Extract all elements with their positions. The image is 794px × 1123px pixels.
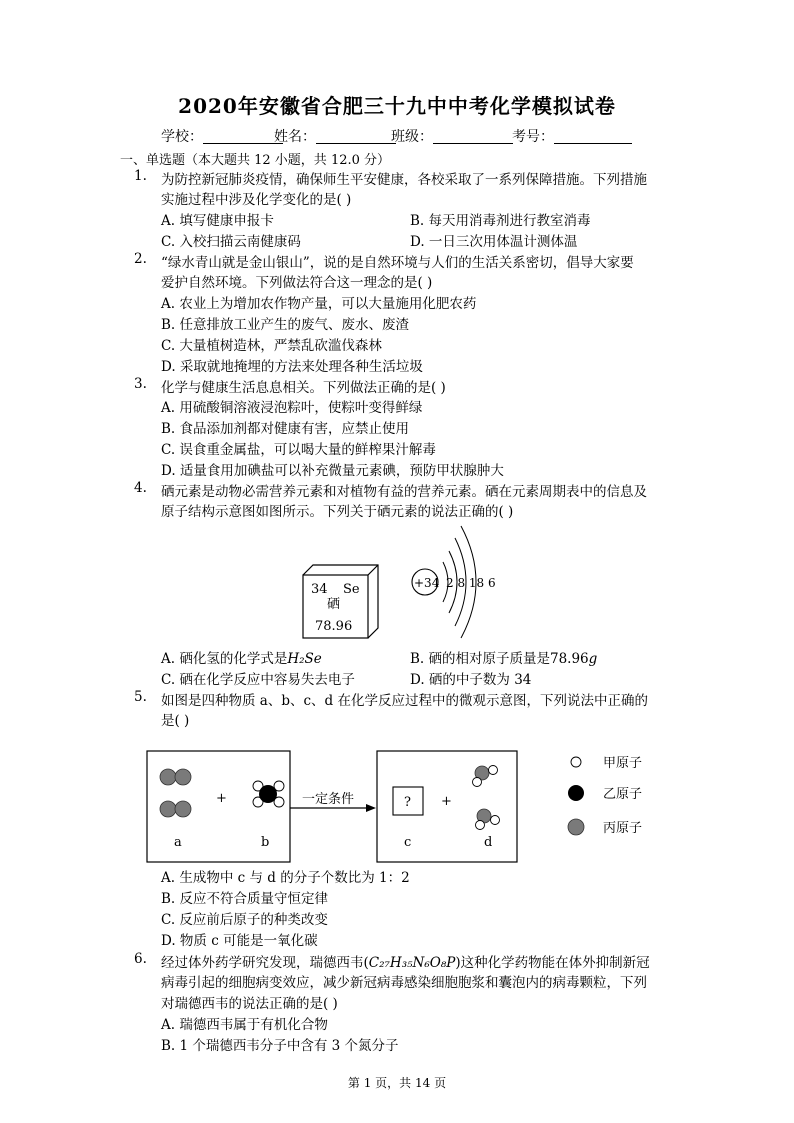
q2-number: 2.: [134, 251, 147, 267]
school-field[interactable]: [161, 126, 283, 146]
nucleus-charge: +34: [414, 576, 440, 590]
q4-stem-line1: 硒元素是动物必需营养元素和对植物有益的营养元素。硒在元素周期表中的信息及: [161, 484, 647, 500]
exam-no-label: 考号：: [512, 129, 554, 145]
q2-option-c[interactable]: C. 大量植树造林，严禁乱砍滥伐森林: [161, 338, 382, 354]
q4-stem-line2: 原子结构示意图如图所示。下列关于硒元素的说法正确的( ): [161, 504, 514, 520]
q3-option-a[interactable]: A. 用硫酸铜溶液浸泡粽叶，使粽叶变得鲜绿: [161, 400, 423, 416]
molecule-d-2: [476, 809, 500, 830]
reaction-condition: 一定条件: [302, 792, 355, 807]
q6-stem-pre: 经过体外药学研究发现，瑞德西韦(: [161, 955, 369, 971]
q5-stem-line2: 是( ): [161, 713, 190, 729]
q1-option-d[interactable]: D. 一日三次用体温计测体温: [410, 234, 578, 250]
legend-bing-label: 丙原子: [603, 821, 643, 836]
name-label: 姓名：: [274, 129, 316, 145]
element-symbol: Se: [343, 582, 360, 597]
legend-bing-swatch: [568, 819, 584, 835]
q6-stem-line2: 病毒引起的细胞病变效应，减少新冠病毒感染细胞胞浆和囊泡内的病毒颗粒，下列: [161, 975, 647, 991]
exam-no-field[interactable]: [512, 126, 632, 146]
q4-option-a-text: A. 硒化氢的化学式是: [161, 651, 288, 667]
q1-stem-line2: 实施过程中涉及化学变化的是( ): [161, 192, 352, 208]
q6-option-a[interactable]: A. 瑞德西韦属于有机化合物: [161, 1017, 328, 1033]
q6-stem-line3: 对瑞德西韦的说法正确的是( ): [161, 996, 338, 1012]
reaction-diagram: [140, 745, 670, 867]
q5-option-d[interactable]: D. 物质 c 可能是一氧化碳: [161, 933, 318, 949]
q2-option-d[interactable]: D. 采取就地掩埋的方法来处理各种生活垃圾: [161, 359, 423, 375]
element-name: 硒: [327, 597, 341, 612]
q1-option-c[interactable]: C. 入校扫描云南健康码: [161, 234, 301, 250]
q2-option-a[interactable]: A. 农业上为增加农作物产量，可以大量施用化肥农药: [161, 296, 477, 312]
q6-stem-post: )这种化学药物能在体外抑制新冠: [455, 955, 650, 971]
page-footer: 第 1 页，共 14 页: [347, 1076, 447, 1090]
section-heading: 一、单选题（本大题共 12 小题，共 12.0 分）: [120, 153, 391, 168]
q2-option-b[interactable]: B. 任意排放工业产生的废气、废水、废渣: [161, 317, 410, 333]
q4-option-b[interactable]: [410, 647, 597, 667]
q2-stem-line1: “绿水青山就是金山银山”，说的是自然环境与人们的生活关系密切，倡导大家要: [161, 255, 634, 271]
plus-sign-2: +: [441, 794, 452, 809]
q3-option-d[interactable]: D. 适量食用加碘盐可以补充微量元素碘，预防甲状腺肿大: [161, 463, 504, 479]
periodic-table-cell: [303, 565, 378, 638]
label-b: b: [261, 835, 270, 850]
electron-shells: 2 8 18 6: [446, 576, 496, 590]
page-title: 2020年安徽省合肥三十九中中考化学模拟试卷: [178, 94, 616, 118]
legend-jia-swatch: [571, 757, 581, 767]
class-label: 班级：: [391, 129, 433, 145]
class-field[interactable]: [391, 126, 513, 146]
label-c: c: [404, 835, 412, 850]
name-blank[interactable]: [316, 129, 396, 144]
q1-option-b[interactable]: B. 每天用消毒剂进行教室消毒: [410, 213, 591, 229]
label-d: d: [484, 835, 493, 850]
q5-number: 5.: [134, 689, 147, 705]
school-label: 学校：: [161, 129, 203, 145]
legend: [568, 756, 642, 836]
q4-option-b-text: B. 硒的相对原子质量是78.96: [410, 651, 589, 667]
q5-option-c[interactable]: C. 反应前后原子的种类改变: [161, 912, 328, 928]
q4-option-a-formula: H₂Se: [287, 651, 322, 667]
name-field[interactable]: [274, 126, 396, 146]
q6-formula: C₂₇H₃₅N₆O₈P: [368, 955, 456, 971]
q1-number: 1.: [134, 168, 147, 184]
q3-stem: 化学与健康生活息息相关。下列做法正确的是( ): [161, 380, 446, 396]
q4-option-a[interactable]: [161, 647, 322, 667]
q4-option-d[interactable]: D. 硒的中子数为 34: [410, 672, 532, 688]
atomic-number: 34: [311, 582, 328, 597]
legend-jia-label: 甲原子: [603, 756, 643, 771]
q6-number: 6.: [134, 951, 147, 967]
school-blank[interactable]: [203, 129, 283, 144]
label-a: a: [174, 835, 182, 850]
atomic-mass: 78.96: [315, 619, 353, 634]
q1-option-a[interactable]: A. 填写健康申报卡: [161, 213, 274, 229]
atomic-structure-diagram: [412, 526, 496, 638]
q3-option-b[interactable]: B. 食品添加剂都对健康有害，应禁止使用: [161, 421, 410, 437]
molecule-a: [160, 769, 191, 817]
selenium-figure: [295, 518, 505, 643]
q3-number: 3.: [134, 376, 147, 392]
q6-stem-line1: [161, 951, 650, 971]
q4-option-b-unit: g: [588, 651, 598, 667]
exam-no-blank[interactable]: [554, 129, 632, 144]
legend-yi-label: 乙原子: [603, 787, 643, 802]
q6-option-b[interactable]: B. 1 个瑞德西韦分子中含有 3 个氮分子: [161, 1038, 399, 1054]
class-blank[interactable]: [433, 129, 513, 144]
molecule-b: [253, 781, 284, 807]
q5-option-a[interactable]: A. 生成物中 c 与 d 的分子个数比为 1：2: [161, 870, 410, 886]
legend-yi-swatch: [568, 785, 584, 801]
q2-stem-line2: 爱护自然环境。下列做法符合这一理念的是( ): [161, 275, 433, 291]
q3-option-c[interactable]: C. 误食重金属盐，可以喝大量的鲜榨果汁解毒: [161, 442, 436, 458]
molecule-d-1: [473, 766, 498, 787]
plus-sign-1: +: [216, 791, 227, 806]
q5-option-b[interactable]: B. 反应不符合质量守恒定律: [161, 891, 329, 907]
question-mark: ?: [404, 795, 411, 810]
q5-stem-line1: 如图是四种物质 a、b、c、d 在化学反应过程中的微观示意图，下列说法中正确的: [161, 693, 648, 709]
q1-stem-line1: 为防控新冠肺炎疫情，确保师生平安健康，各校采取了一系列保障措施。下列措施: [161, 172, 647, 188]
q4-option-c[interactable]: C. 硒在化学反应中容易失去电子: [161, 672, 355, 688]
q4-number: 4.: [134, 480, 147, 496]
